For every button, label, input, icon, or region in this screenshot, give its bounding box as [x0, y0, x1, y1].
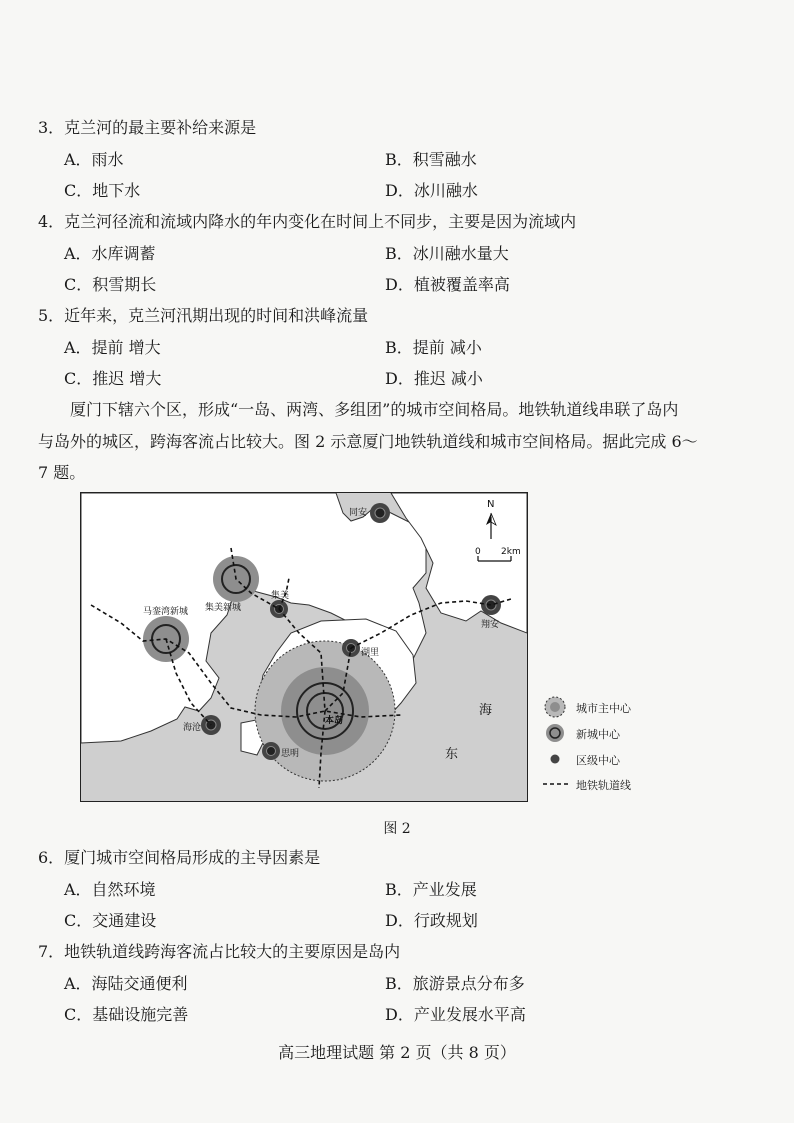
- label-jimei-new: 集美新城: [205, 603, 242, 613]
- question-5-option-c: C．推迟 增大: [64, 369, 162, 388]
- question-7-option-a: A．海陆交通便利: [64, 974, 188, 993]
- legend-metro-line: 地铁轨道线: [576, 779, 631, 792]
- question-4-option-b: B．冰川融水量大: [385, 244, 509, 263]
- question-3-option-c: C．地下水: [64, 181, 141, 200]
- question-7-option-c: C．基础设施完善: [64, 1005, 189, 1024]
- question-7-option-d: D．产业发展水平高: [385, 1005, 526, 1024]
- question-3-option-d: D．冰川融水: [385, 181, 478, 200]
- label-siming: 思明: [281, 749, 300, 759]
- question-6-option-b: B．产业发展: [385, 880, 477, 899]
- question-5-option-d: D．推迟 减小: [385, 369, 483, 388]
- question-7-option-b: B．旅游景点分布多: [385, 974, 525, 993]
- legend-main-center: 城市主中心: [576, 702, 631, 715]
- passage-line-2: 与岛外的城区，跨海客流占比较大。图 2 示意厦门地铁轨道线和城市空间格局。据此完成 6～: [38, 432, 698, 451]
- question-4-stem: 4．克兰河径流和流域内降水的年内变化在时间上不同步，主要是因为流域内: [38, 212, 577, 231]
- label-tongan: 同安: [349, 508, 368, 518]
- question-6-option-c: C．交通建设: [64, 911, 157, 930]
- question-3-option-b: B．积雪融水: [385, 150, 477, 169]
- label-sea-2: 东: [445, 747, 459, 762]
- question-3-stem: 3．克兰河的最主要补给来源是: [38, 118, 257, 137]
- label-jimei: 集美: [271, 591, 290, 601]
- district-siming: [262, 742, 280, 760]
- label-maluan: 马銮湾新城: [143, 607, 189, 617]
- question-5-stem: 5．近年来，克兰河汛期出现的时间和洪峰流量: [38, 306, 369, 325]
- question-6-option-d: D．行政规划: [385, 911, 478, 930]
- label-haicang: 海沧: [183, 723, 202, 733]
- label-sea-1: 海: [479, 703, 493, 718]
- question-4-option-a: A．水库调蓄: [64, 244, 156, 263]
- district-tongan: [370, 503, 390, 523]
- question-6-stem: 6．厦门城市空间格局形成的主导因素是: [38, 848, 321, 867]
- question-4-option-c: C．积雪期长: [64, 275, 157, 294]
- label-bendao: 本岛: [325, 716, 344, 726]
- question-5-option-b: B．提前 减小: [385, 338, 482, 357]
- label-xiangan: 翔安: [481, 620, 500, 630]
- map-graphic: [81, 493, 527, 801]
- district-xiangan: [481, 595, 501, 615]
- figure-caption: 图 2: [383, 821, 411, 837]
- scale-label-2: 2km: [501, 547, 521, 557]
- north-label: N: [487, 499, 495, 510]
- question-7-stem: 7．地铁轨道线跨海客流占比较大的主要原因是岛内: [38, 942, 401, 961]
- legend-symbols: [535, 695, 575, 795]
- page-footer: 高三地理试题 第 2 页（共 8 页）: [278, 1043, 516, 1062]
- question-3-option-a: A．雨水: [64, 150, 124, 169]
- question-4-option-d: D．植被覆盖率高: [385, 275, 510, 294]
- question-6-option-a: A．自然环境: [64, 880, 156, 899]
- scale-label-0: 0: [475, 547, 481, 557]
- question-5-option-a: A．提前 增大: [64, 338, 161, 357]
- passage-line-1: 厦门下辖六个区，形成“一岛、两湾、多组团”的城市空间格局。地铁轨道线串联了岛内: [70, 400, 679, 419]
- legend-district-center: 区级中心: [576, 754, 620, 767]
- passage-line-3: 7 题。: [38, 463, 86, 482]
- xiamen-map: [80, 492, 528, 802]
- label-huli: 湖里: [361, 648, 380, 658]
- legend-new-center: 新城中心: [576, 728, 620, 741]
